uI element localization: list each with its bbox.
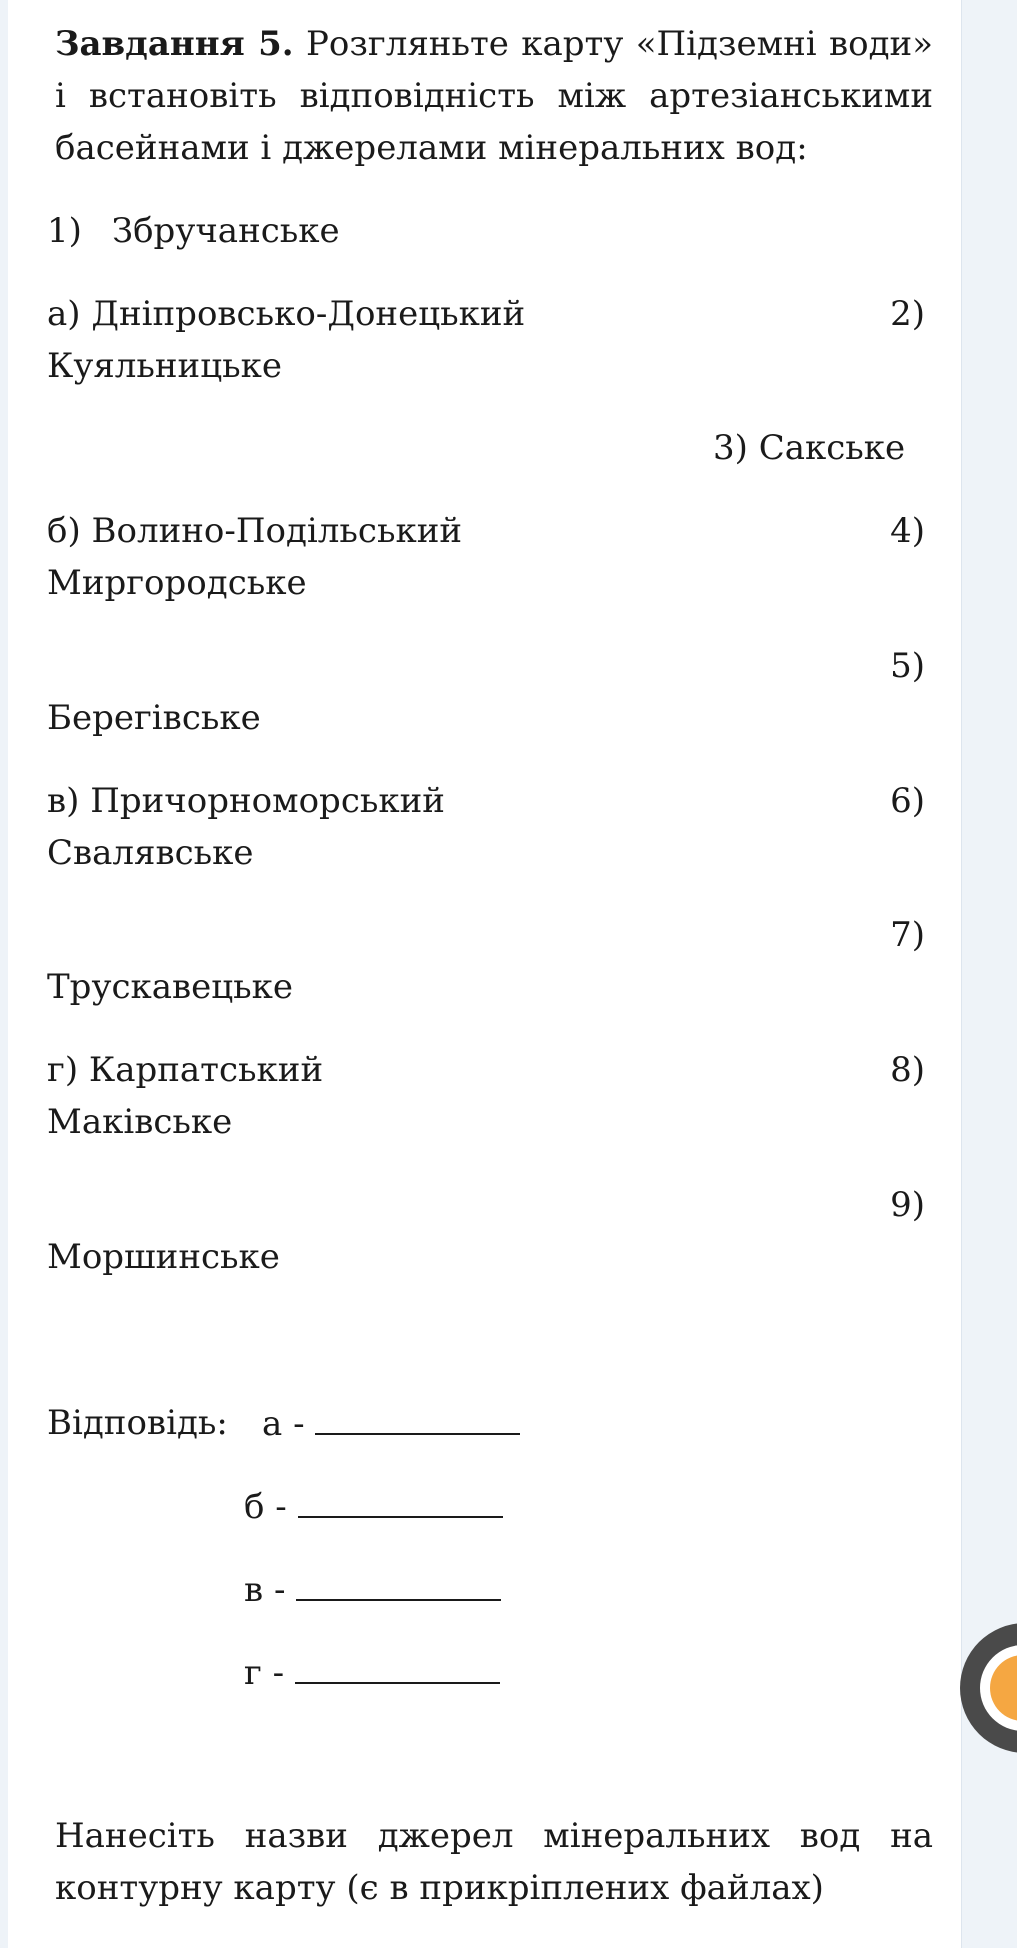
footer-paragraph: Нанесіть назви джерел мінеральних вод на контурну карту (є в прикріплених файлах) [55,1816,933,1908]
fab-inner-ring [980,1645,1017,1731]
spring-4-num: 4) [890,511,925,551]
answer-blank-a [315,1403,520,1435]
spring-2-name: Куяльницьке [47,346,282,386]
task-intro: Розгляньте карту «Підземні води» і встановіть відповідність між артезіанськими басейнами і джерелами мінеральних вод: [55,24,934,168]
spring-1-name: Збручанське [111,211,340,251]
answer-line-a [262,1403,520,1444]
answer-line-b [244,1486,503,1527]
spring-3-num: 3) [713,428,748,468]
basin-v: в) Причорноморський [47,781,445,821]
basin-b: б) Волино-Подільський [47,511,463,551]
spring-5-name: Берегівське [47,698,261,738]
spring-2-num: 2) [890,294,925,334]
spring-7-name: Трускавецьке [47,967,294,1007]
document-page [8,0,962,1948]
answer-label: Відповідь: [47,1403,228,1443]
spring-9-num: 9) [890,1185,925,1225]
spring-6-name: Свалявське [47,833,254,873]
spring-1 [47,211,340,251]
task-paragraph [55,18,933,174]
answer-line-g-label: г - [244,1653,285,1693]
task-title: Завдання 5. [55,24,294,64]
spring-9-name: Моршинське [47,1237,280,1277]
spring-8-num: 8) [890,1050,925,1090]
spring-3 [713,428,905,468]
spring-5-num: 5) [890,646,925,686]
answer-line-v [244,1569,501,1610]
answer-line-b-label: б - [244,1487,287,1527]
basin-g: г) Карпатський [47,1050,324,1090]
answer-blank-v [296,1569,501,1601]
answer-blank-g [295,1652,500,1684]
answer-line-g [244,1652,500,1693]
spring-8-name: Маківське [47,1102,233,1142]
floating-action-button[interactable] [960,1623,1017,1753]
spring-7-num: 7) [890,915,925,955]
spring-1-num: 1) [47,211,82,251]
spring-6-num: 6) [890,781,925,821]
basin-a: а) Дніпровсько-Донецький [47,294,526,334]
spring-3-name: Сакське [758,428,906,468]
answer-line-a-label: а - [262,1404,305,1444]
answer-line-v-label: в - [244,1570,286,1610]
spring-4-name: Миргородське [47,563,307,603]
answer-blank-b [298,1486,503,1518]
plus-icon [990,1655,1017,1721]
